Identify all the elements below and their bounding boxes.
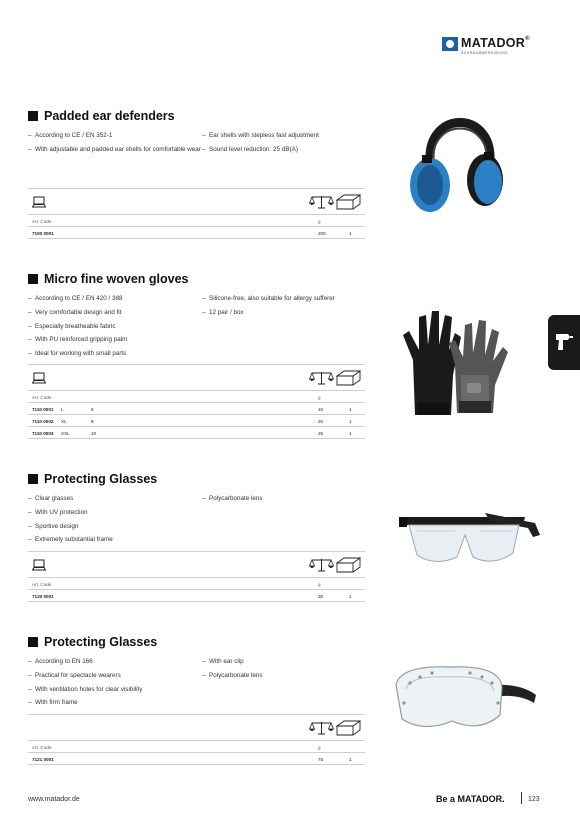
table-row <box>28 753 365 765</box>
title-square-icon <box>28 637 38 647</box>
feature-item: – According to EN 166 <box>28 658 203 666</box>
feature-item: – With ventilation holes for clear visibility <box>28 686 203 694</box>
cell-weight: 200 <box>318 231 326 236</box>
feature-item: – With adjustable and padded ear shells for comfortable wear <box>28 146 203 154</box>
section-ear-defenders <box>28 108 368 236</box>
cell-pack: 1 <box>349 431 352 436</box>
product-table <box>28 188 365 239</box>
product-table <box>28 364 365 439</box>
table-header-row <box>28 215 365 227</box>
header-unit: g <box>318 395 321 400</box>
cell-weight: 20 <box>318 419 324 424</box>
section-gloves <box>28 271 368 436</box>
section-title: Protecting Glasses <box>44 635 158 649</box>
cell-weight: 25 <box>318 431 324 436</box>
drill-icon <box>554 330 574 352</box>
scale-icon <box>309 720 334 736</box>
header-unit: g <box>318 582 321 587</box>
logo-registered: ® <box>525 36 530 42</box>
table-icon-row <box>28 551 365 578</box>
feature-item: – Especially breatheable fabric <box>28 323 203 331</box>
gloves-image <box>395 305 535 420</box>
section-protecting-goggles <box>28 634 368 762</box>
cell-pack: 1 <box>349 407 352 412</box>
section-title: Padded ear defenders <box>44 109 175 123</box>
cell-code: 7110 0003 <box>32 431 54 436</box>
goggles-image <box>390 655 540 745</box>
cell-size-number: 9 <box>91 419 94 424</box>
scale-icon <box>309 557 334 573</box>
cell-code: 7120 0001 <box>32 594 54 599</box>
ear-defenders-image <box>400 100 520 230</box>
safety-glasses-image <box>395 495 545 575</box>
table-header-row <box>28 741 365 753</box>
table-icon-row <box>28 188 365 215</box>
header-art-code: Art. Code <box>32 582 52 587</box>
feature-item: – Sportive design <box>28 523 203 531</box>
feature-item: – 12 pair / box <box>202 309 372 317</box>
cell-size: L <box>61 407 64 412</box>
feature-item: – Clear glasses <box>28 495 203 503</box>
scale-icon <box>309 194 334 210</box>
cell-pack: 1 <box>349 419 352 424</box>
cell-code: 7110 0001 <box>32 407 54 412</box>
feature-item: – Sound level reduction: 25 dB(A) <box>202 146 372 154</box>
feature-item: – Ear shells with stepless fast adjustment <box>202 132 372 140</box>
box-icon <box>336 370 361 386</box>
cell-pack: 1 <box>349 757 352 762</box>
laptop-icon <box>32 558 46 572</box>
box-icon <box>336 557 361 573</box>
cell-pack: 1 <box>349 594 352 599</box>
cell-pack: 1 <box>349 231 352 236</box>
footer-url[interactable]: www.matador.de <box>28 796 80 803</box>
table-row <box>28 590 365 602</box>
table-row <box>28 415 365 427</box>
feature-item: – Ideal for working with small parts <box>28 350 203 358</box>
cell-weight: 10 <box>318 407 324 412</box>
logo-mark-icon <box>442 37 458 51</box>
header-unit: g <box>318 745 321 750</box>
scale-icon <box>309 370 334 386</box>
title-square-icon <box>28 111 38 121</box>
footer-divider <box>521 792 522 804</box>
cell-code: 7121 0001 <box>32 757 54 762</box>
laptop-icon <box>32 195 46 209</box>
cell-weight: 75 <box>318 757 324 762</box>
logo-subtitle: SCHRAUBWERKZEUGE <box>461 51 509 55</box>
header-art-code: Art. Code <box>32 395 52 400</box>
feature-item: – With UV protection <box>28 509 203 517</box>
feature-item: – Polycarbonate lens <box>202 672 372 680</box>
header-art-code: Art. Code <box>32 219 52 224</box>
section-title: Micro fine woven gloves <box>44 272 189 286</box>
box-icon <box>336 194 361 210</box>
feature-item: – According to CE / EN 352-1 <box>28 132 203 140</box>
table-header-row <box>28 578 365 590</box>
logo-text: MATADOR <box>461 36 526 50</box>
feature-item: – Practical for spectacle wearers <box>28 672 203 680</box>
feature-item: – Extremely substantial frame <box>28 536 203 544</box>
section-protecting-glasses <box>28 471 368 599</box>
product-table <box>28 714 365 765</box>
cell-size: XXL <box>61 431 70 436</box>
title-square-icon <box>28 474 38 484</box>
category-side-tab[interactable] <box>548 315 580 370</box>
feature-item: – Very comfortable design and fit <box>28 309 203 317</box>
feature-item: – With firm frame <box>28 699 203 707</box>
laptop-icon <box>32 371 46 385</box>
feature-item: – Silicone-free, also suitable for allergy sufferer <box>202 295 372 303</box>
cell-code: 7100 0001 <box>32 231 54 236</box>
product-table <box>28 551 365 602</box>
table-row <box>28 403 365 415</box>
table-row <box>28 227 365 239</box>
cell-size-number: 8 <box>91 407 94 412</box>
feature-item: – With PU reinforced gripping palm <box>28 336 203 344</box>
title-square-icon <box>28 274 38 284</box>
cell-size: XL <box>61 419 67 424</box>
brand-logo <box>440 36 545 66</box>
feature-item: – Polycarbonate lens <box>202 495 372 503</box>
box-icon <box>336 720 361 736</box>
section-title: Protecting Glasses <box>44 472 158 486</box>
feature-item: – With ear clip <box>202 658 372 666</box>
table-icon-row <box>28 714 365 741</box>
table-icon-row <box>28 364 365 391</box>
cell-code: 7110 0002 <box>32 419 54 424</box>
footer-slogan: Be a MATADOR. <box>436 794 505 804</box>
table-header-row <box>28 391 365 403</box>
cell-weight: 30 <box>318 594 324 599</box>
cell-size-number: 10 <box>91 431 97 436</box>
page-number: 123 <box>528 796 540 803</box>
header-art-code: Art. Code <box>32 745 52 750</box>
table-row <box>28 427 365 439</box>
feature-item: – According to CE / EN 420 / 388 <box>28 295 203 303</box>
header-unit: g <box>318 219 321 224</box>
